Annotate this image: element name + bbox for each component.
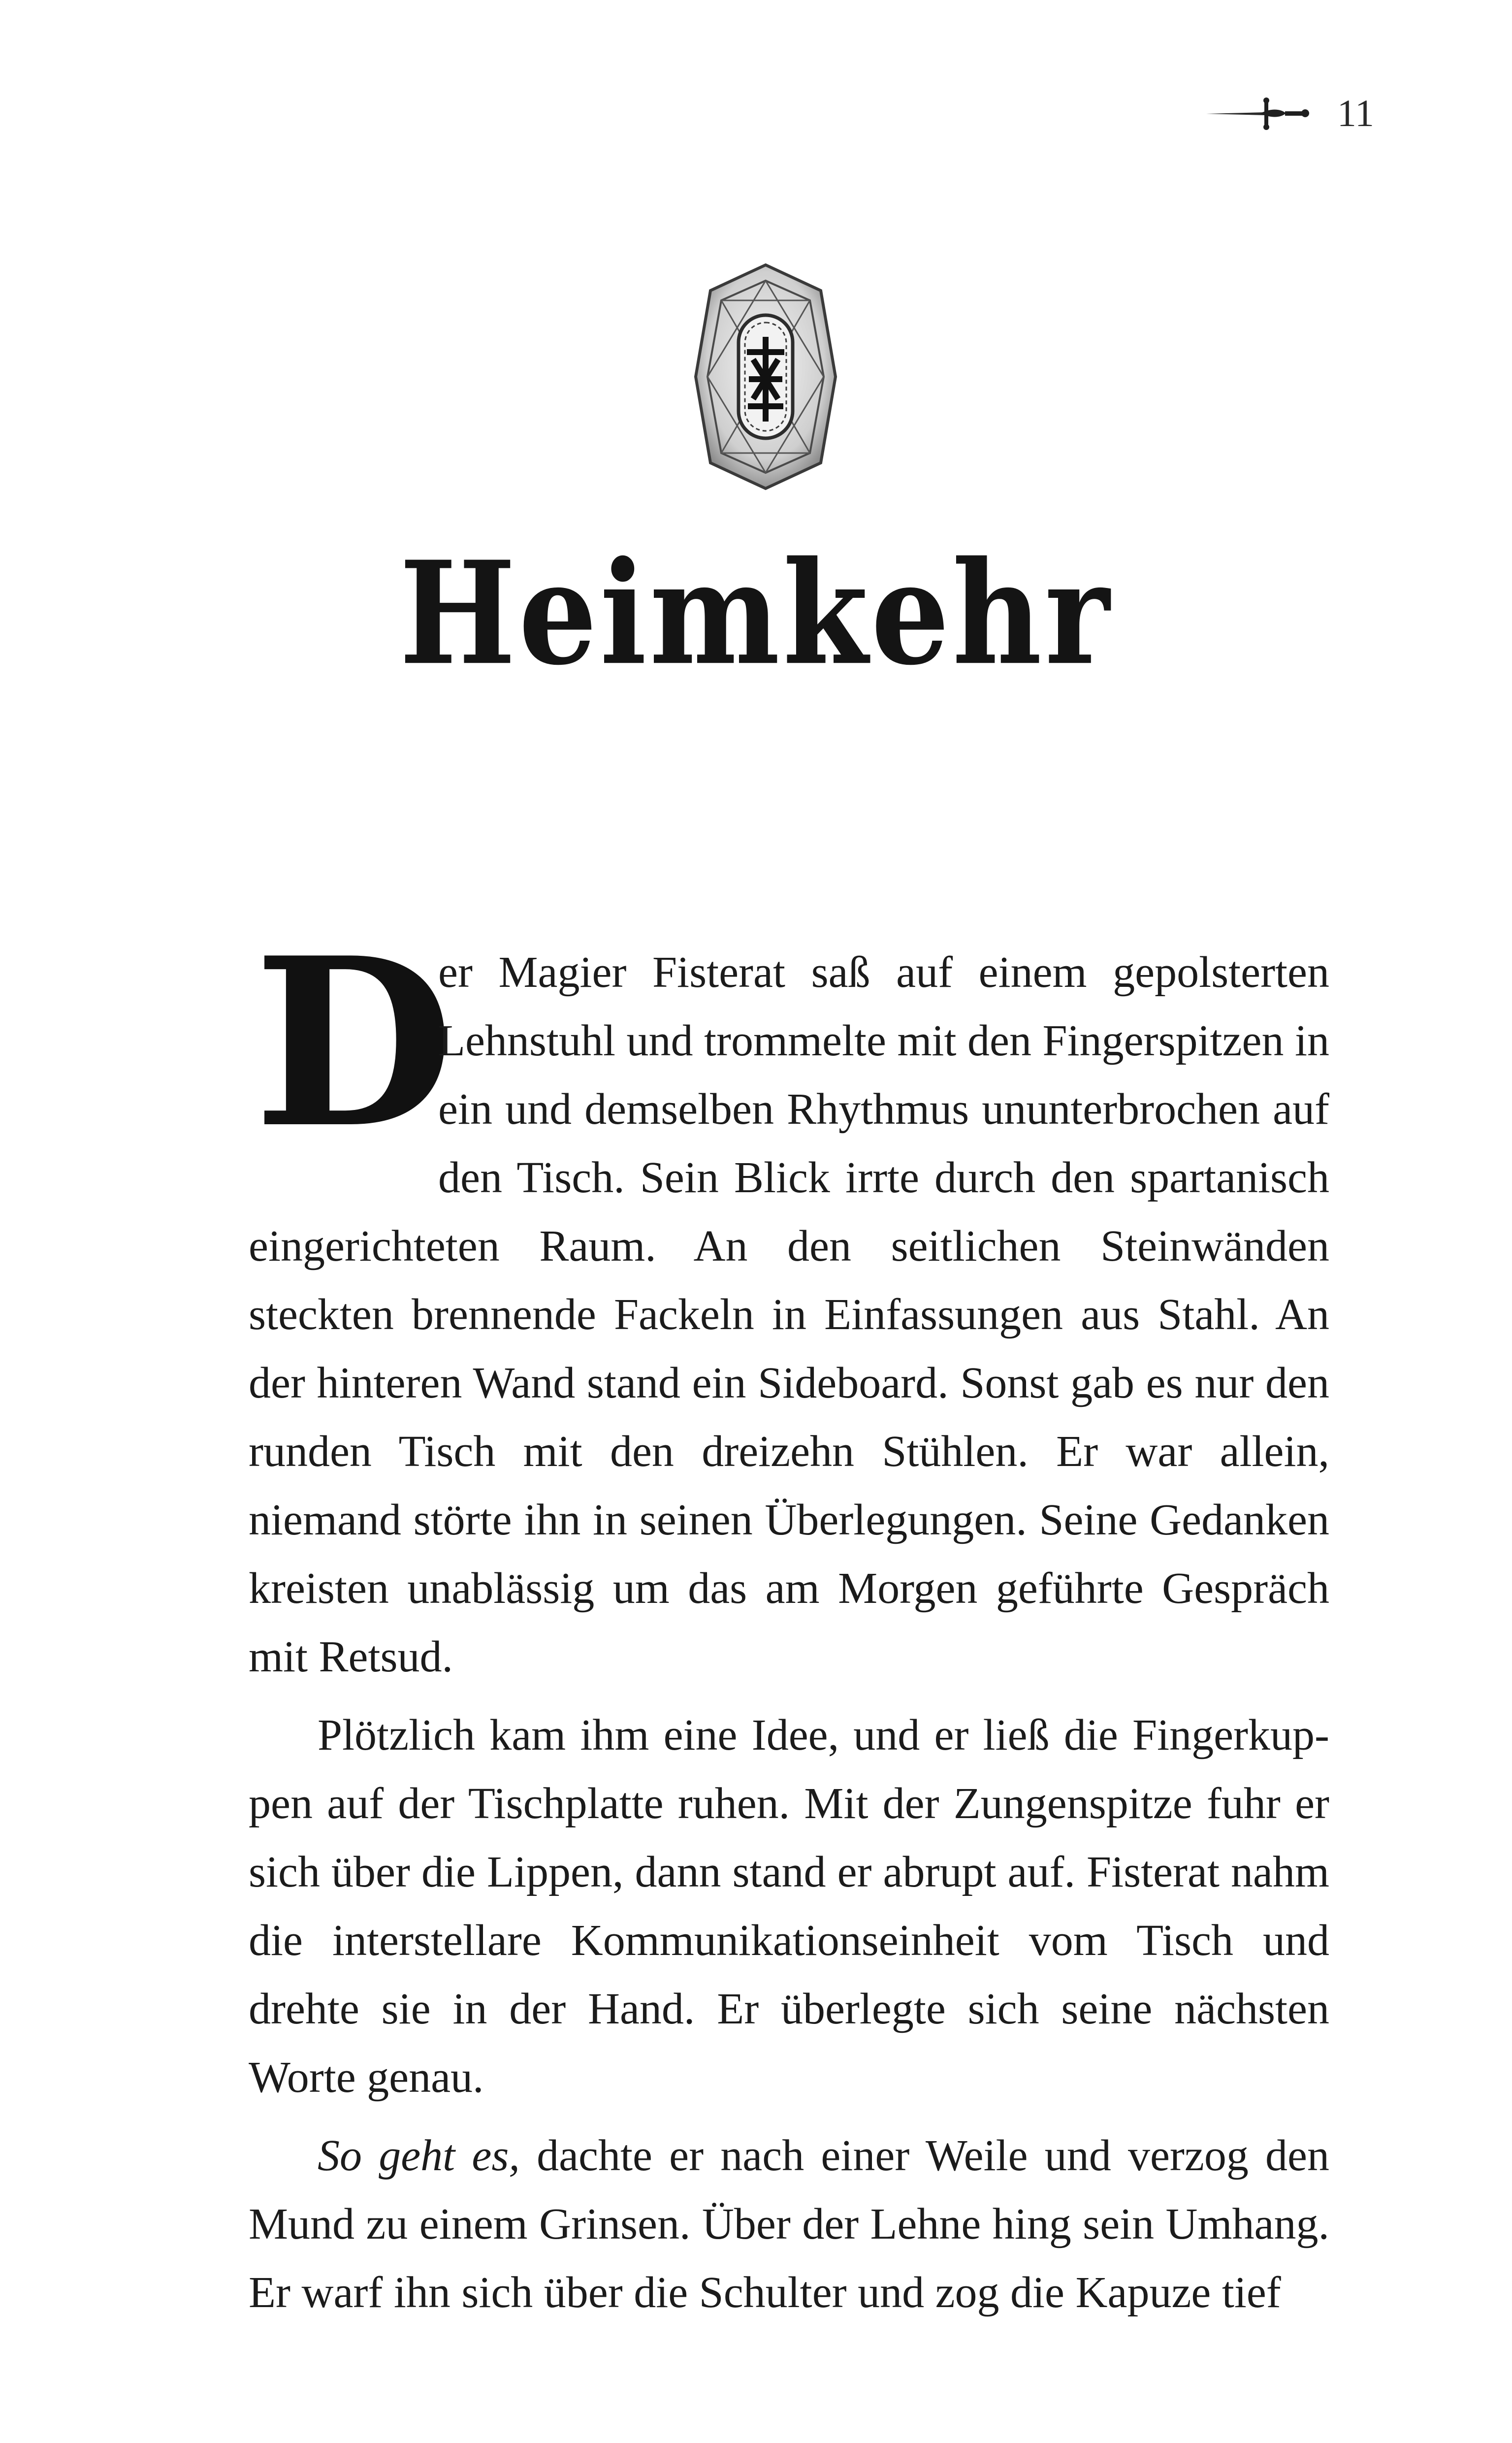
paragraph-3-italic-lead: So geht es, [318, 2131, 520, 2180]
paragraph-3-text: dachte er nach einer Weile und verzog den Mund zu einem Grinsen. Über der Lehne hing sein Umhang. Er warf ihn sich über die Schulter und zog die Kapuze tief [249, 2131, 1329, 2317]
paragraph-2 [249, 1701, 1329, 2112]
paragraph-3 [249, 2121, 1329, 2327]
dagger-ornament-icon [1206, 94, 1310, 133]
chapter-body [249, 907, 1329, 2337]
drop-cap [249, 907, 454, 1179]
paragraph-1 [249, 907, 1329, 1691]
drop-cap-letter: D [254, 907, 454, 1179]
runic-seal-emblem-icon [692, 261, 839, 492]
paragraph-2-text: Plötzlich kam ihm eine Idee, und er ließ die Fingerkuppen auf der Tischplatte ruhen. Mit der Zungenspitze fuhr er sich über die Lippen, dann stand er abrupt auf. Fisterat nahm die interstellare Kommunikationseinheit vom Tisch und drehte sie in der Hand. Er überlegte sich seine nächsten Worte genau. [249, 1711, 1329, 2102]
paragraph-1-text: er Magier Fisterat saß auf einem gepolsterten Lehnstuhl und trommelte mit den Fingerspitzen in ein und demselben Rhythmus ununterbrochen auf den Tisch. Sein Blick irrte durch den spartanisch eingerichteten Raum. An den seitlichen Steinwänden steckten brennende Fackeln in Einfassungen aus Stahl. An der hinteren Wand stand ein Sideboard. Sonst gab es nur den runden Tisch mit den dreizehn Stühlen. Er war allein, niemand störte ihn in seinen Überlegungen. Seine Gedanken kreisten unablässig um das am Morgen geführte Gespräch mit Retsud. [249, 948, 1329, 1681]
running-header [1206, 86, 1374, 140]
page-number: 11 [1337, 92, 1374, 134]
chapter-title: Heimkehr [399, 529, 1113, 697]
